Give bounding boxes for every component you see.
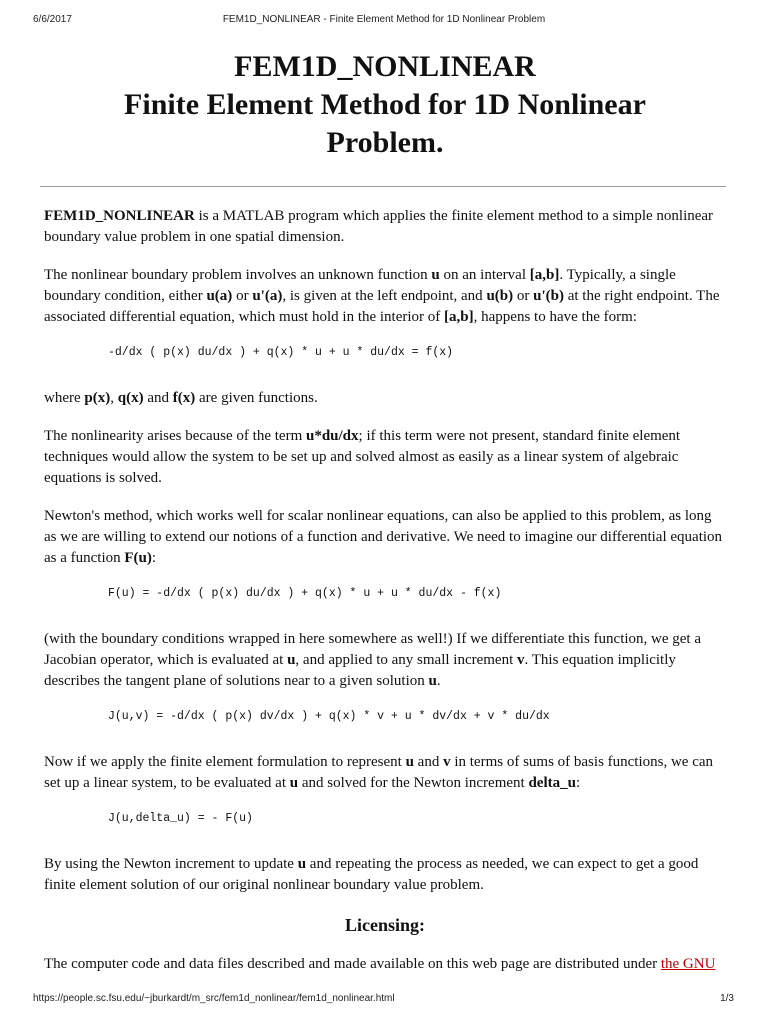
text: . Typically, a single boundary condition, either [44,267,676,304]
gnu-license-link[interactable]: the GNU [660,956,716,972]
title-line-2: Finite Element Method for 1D Nonlinear [124,88,646,121]
equation-4: J(u,delta_u) = - F(u) [108,812,253,825]
document-body [44,48,726,975]
print-footer [0,993,768,1007]
bold-term: u*du/dx [305,428,359,444]
bold-term: q(x) [117,390,144,406]
text: ; if this term were not present, standard finite element techniques would allow the system to be set up and solved almost as easily as a linear system of algebraic equations is solved. [44,428,681,486]
text: . [436,673,441,689]
text: , happens to have the form: [473,309,637,325]
text: The computer code and data files described and made available on this web page are distributed under [44,956,661,972]
print-date: 6/6/2017 [33,14,72,25]
title-line-1: FEM1D_NONLINEAR [234,50,536,83]
bold-term: u [431,267,440,283]
text: : [151,550,157,566]
text: or [513,288,534,304]
text: By using the Newton increment to update [44,856,298,872]
bold-term: [a,b] [529,267,560,283]
text: and repeating the process as needed, we can expect to get a good finite element solution of our original nonlinear boundary value problem. [44,856,699,893]
problem-paragraph [44,265,726,328]
newton-paragraph [44,506,726,569]
print-url: https://people.sc.fsu.edu/~jburkardt/m_src/fem1d_nonlinear/fem1d_nonlinear.html [33,993,395,1004]
text: in terms of sums of basis functions, we can set up a linear system, to be evaluated at [44,754,714,791]
text: The nonlinear boundary problem involves an unknown function [44,267,432,283]
equation-2: F(u) = -d/dx ( p(x) du/dx ) + q(x) * u + u * du/dx - f(x) [108,587,502,600]
bold-term: u'(b) [533,288,564,304]
text: Newton's method, which works well for scalar nonlinear equations, can also be applied to this problem, as long as we are willing to extend our notions of a function and derivative. We need to imagine our differential equation as a function [44,508,723,566]
title-line-3: Problem. [326,126,444,159]
page-number: 1/3 [720,993,734,1004]
text: are given functions. [195,390,318,406]
text: , and applied to any small increment [295,652,518,668]
finite-element-paragraph [44,752,726,794]
bold-term: f(x) [172,390,196,406]
bold-term: u'(a) [252,288,283,304]
bold-term: u(a) [206,288,233,304]
bold-term: u(b) [486,288,514,304]
bold-term: u [405,754,414,770]
text: and [143,390,173,406]
program-name: FEM1D_NONLINEAR [44,208,195,224]
intro-text: is a MATLAB program which applies the finite element method to a simple nonlinear boundary value problem in one spatial dimension. [44,208,714,245]
equation-3: J(u,v) = -d/dx ( p(x) dv/dx ) + q(x) * v + u * dv/dx + v * du/dx [108,710,550,723]
bold-term: v [443,754,451,770]
text: , is given at the left endpoint, and [282,288,487,304]
text: (with the boundary conditions wrapped in here somewhere as well!) If we differentiate this function, we get a Jacobian operator, which is evaluated at [44,631,702,668]
bold-term: u [287,652,296,668]
text: : [575,775,581,791]
bold-term: u [428,673,437,689]
text: , [110,390,118,406]
where-paragraph [44,388,726,409]
nonlinearity-paragraph [44,426,726,489]
jacobian-paragraph [44,629,726,692]
print-page-title: FEM1D_NONLINEAR - Finite Element Method for 1D Nonlinear Problem [222,14,546,25]
licensing-heading: Licensing: [344,915,425,935]
text: The nonlinearity arises because of the term [44,428,306,444]
equation-1: -d/dx ( p(x) du/dx ) + q(x) * u + u * du/dx = f(x) [108,346,454,359]
bold-term: delta_u [528,775,576,791]
text: or [232,288,253,304]
licensing-paragraph [44,954,726,975]
text: where [44,390,85,406]
bold-term: u [297,856,307,872]
bold-term: [a,b] [444,309,474,325]
intro-paragraph [44,206,726,248]
bold-term: u [289,775,299,791]
text: and [413,754,444,770]
bold-term: p(x) [84,390,111,406]
text: on an interval [439,267,530,283]
text: at the right endpoint. The associated differential equation, which must hold in the interior of [44,288,720,325]
horizontal-rule [40,186,726,187]
print-header [0,14,768,28]
text: Now if we apply the finite element formulation to represent [44,754,406,770]
update-paragraph [44,854,726,896]
text: and solved for the Newton increment [298,775,529,791]
bold-term: F(u) [124,550,152,566]
text: . This equation implicitly describes the tangent plane of solutions near to a given solution [44,652,676,689]
bold-term: v [517,652,525,668]
page-title [44,48,726,162]
